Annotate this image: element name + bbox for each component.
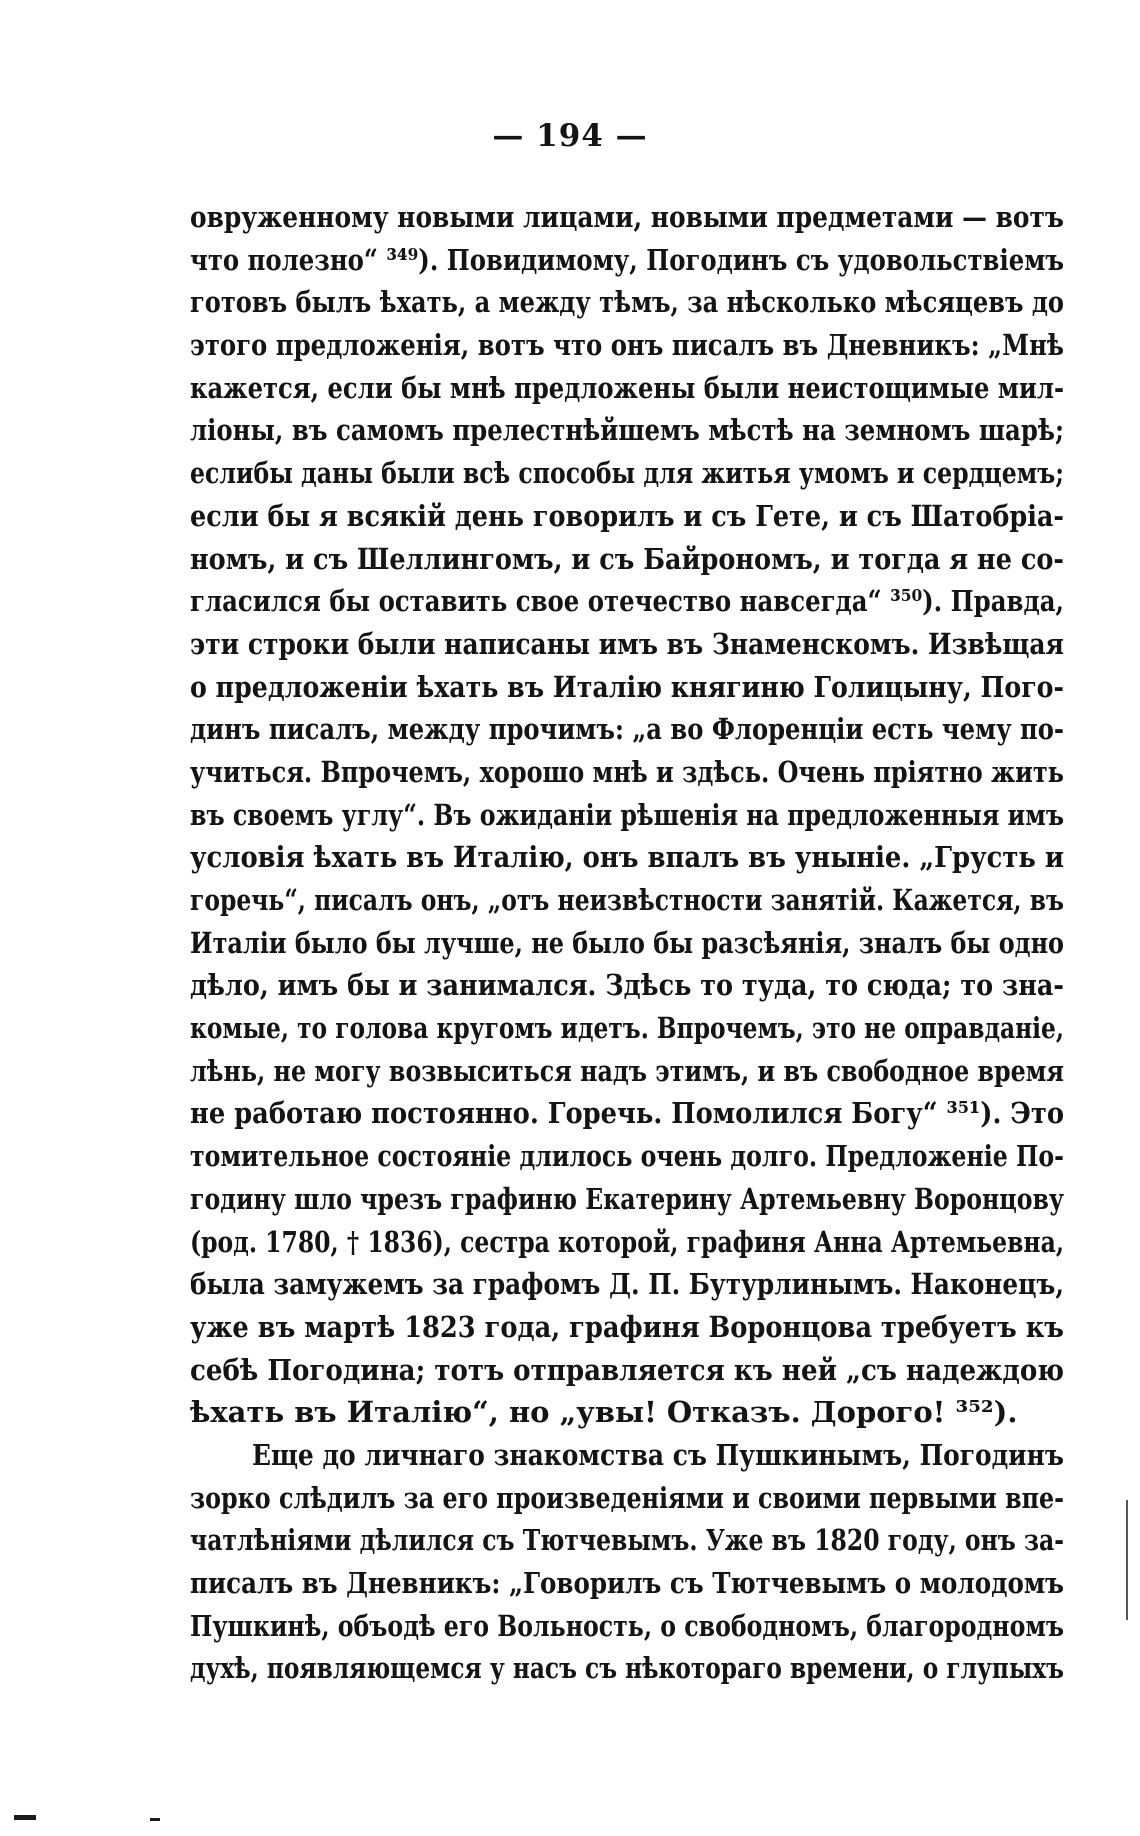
text-line: Еще до личнаго знакомства съ Пушкинымъ, Погодинъ <box>252 1437 1064 1472</box>
text-line: готовъ былъ ѣхать, а между тѣмъ, за нѣсколько мѣсяцевъ до <box>190 285 1064 320</box>
page-number: — 194 — <box>492 118 648 154</box>
text-line: кажется, если бы мнѣ предложены были неистощимые мил- <box>190 370 1064 405</box>
text-line: эти строки были написаны имъ въ Знаменскомъ. Извѣщая <box>190 626 1064 661</box>
text-line: этого предложенія, вотъ что онъ писалъ въ Дневникъ: „Мнѣ <box>190 328 1064 363</box>
text-line: зорко слѣдилъ за его произведеніями и своими первыми впе- <box>190 1480 1064 1515</box>
text-line: (род. 1780, † 1836), сестра которой, графиня Анна Артемьевна, <box>190 1224 1064 1259</box>
text-line: горечь“, писалъ онъ, „отъ неизвѣстности занятій. Кажется, въ <box>190 883 1064 917</box>
text-line: томительное состояніе длилось очень долго. Предложеніе По- <box>190 1139 1064 1174</box>
text-line: лѣнь, не могу возвыситься надъ этимъ, и въ свободное время <box>190 1053 1064 1088</box>
text-line: чатлѣніями дѣлился съ Тютчевымъ. Уже въ 1820 году, онъ за- <box>190 1523 1064 1558</box>
text-line: дѣло, имъ бы и занимался. Здѣсь то туда, то сюда; то зна- <box>190 968 1064 1003</box>
text-line: ліоны, въ самомъ прелестнѣйшемъ мѣстѣ на земномъ шарѣ; <box>190 413 1064 448</box>
text-line: комые, то голова кругомъ идетъ. Впрочемъ, это не оправданіе, <box>190 1011 1064 1046</box>
text-line: въ своемъ углу“. Въ ожиданіи рѣшенія на предложенныя имъ <box>190 797 1064 832</box>
text-line: если бы я всякій день говорилъ и съ Гете, и съ Шатобріа- <box>190 498 1064 533</box>
text-line: не работаю постоянно. Горечь. Помолился Богу“ ³⁵¹). Это <box>190 1096 1064 1131</box>
text-line: себѣ Погодина; тотъ отправляется къ ней „съ надеждою <box>190 1352 1064 1387</box>
text-line: писалъ въ Дневникъ: „Говорилъ съ Тютчевымъ о молодомъ <box>190 1566 1064 1600</box>
text-line: что полезно“ ³⁴⁹). Повидимому, Погодинъ съ удовольствіемъ <box>190 242 1064 277</box>
text-line: гласился бы оставить свое отечество навсегда“ ³⁵⁰). Правда, <box>190 584 1064 619</box>
scan-mark <box>1126 1500 1128 1620</box>
text-line: условія ѣхать въ Италію, онъ впалъ въ уныніе. „Грусть и <box>190 840 1064 875</box>
scan-mark <box>150 1818 160 1821</box>
text-line: номъ, и съ Шеллингомъ, и съ Байрономъ, и тогда я не со- <box>190 541 1064 576</box>
text-line: о предложеніи ѣхать въ Италію княгиню Голицыну, Пого- <box>190 669 1064 704</box>
text-line: годину шло чрезъ графиню Екатерину Артемьевну Воронцову <box>190 1181 1064 1216</box>
text-line: уже въ мартѣ 1823 года, графиня Воронцова требуетъ къ <box>190 1309 1064 1344</box>
text-line: ѣхать въ Италію“, но „увы! Отказъ. Дорого! ³⁵²). <box>190 1395 1018 1430</box>
text-line: духѣ, появляющемся у насъ съ нѣкотораго времени, о глупыхъ <box>190 1651 1064 1686</box>
text-line: еслибы даны были всѣ способы для житья умомъ и сердцемъ; <box>190 456 1064 491</box>
text-line: динъ писалъ, между прочимъ: „а во Флоренціи есть чему по- <box>190 712 1064 747</box>
text-line: была замужемъ за графомъ Д. П. Бутурлинымъ. Наконецъ, <box>190 1267 1064 1302</box>
text-line: Италіи было бы лучше, не было бы разсѣянія, зналъ бы одно <box>190 925 1064 960</box>
scan-mark <box>14 1815 36 1820</box>
body-text <box>190 196 1064 1690</box>
text-line: учиться. Впрочемъ, хорошо мнѣ и здѣсь. Очень пріятно жить <box>190 754 1064 789</box>
text-line: овруженному новыми лицами, новыми предметами — вотъ <box>190 200 1064 234</box>
text-line: Пушкинѣ, объодѣ его Вольность, о свободномъ, благородномъ <box>190 1608 1064 1643</box>
